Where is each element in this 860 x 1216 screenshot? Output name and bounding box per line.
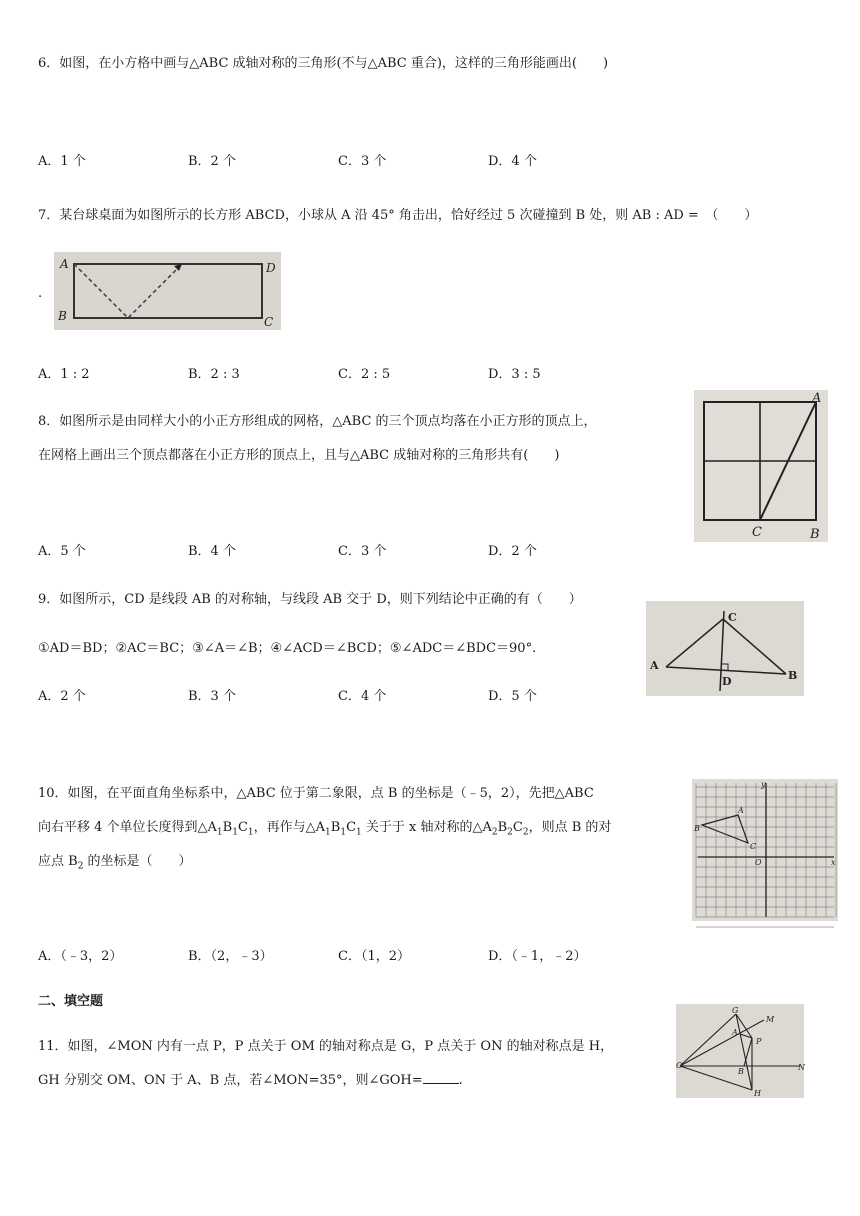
q8-option-d: D．2 个 <box>488 544 537 559</box>
q7-label-c: C <box>264 315 274 329</box>
q6-option-d: D．4 个 <box>488 154 537 169</box>
q10-option-b: B．（2，﹣3） <box>188 949 273 964</box>
q6-text: 6．如图，在小方格中画与△ABC 成轴对称的三角形(不与△ABC 重合)，这样的三角形能画出( ) <box>38 56 609 71</box>
q9-option-b: B．3 个 <box>188 689 236 704</box>
q8-label-c: C <box>752 525 762 540</box>
q11-label-o: O <box>676 1061 683 1070</box>
q10-figure <box>692 779 838 921</box>
q7-option-b: B．2 : 3 <box>188 367 240 382</box>
q11-label-p: P <box>756 1037 762 1046</box>
q7-dot: . <box>38 286 43 301</box>
q6-option-a: A．1 个 <box>38 154 86 169</box>
q6-option-b: B．2 个 <box>188 154 236 169</box>
q10-label-b: B <box>694 824 700 833</box>
q6-option-c: C．3 个 <box>338 154 387 169</box>
q10-line-2: 向右平移 4 个单位长度得到$\triangle A_1B_1C_1$，再作与$\triangle A_1B_1C_1$ 关于于 x 轴对称的$\triangle A_2B_2C_2$，则点 B 的对 <box>38 820 612 838</box>
q11-line-1: 11．如图，∠MON 内有一点 P，P 点关于 OM 的轴对称点是 G，P 点关于 ON 的轴对称点是 H， <box>38 1039 614 1054</box>
q10-label-c: C <box>750 842 757 851</box>
answer-blank[interactable] <box>423 1071 459 1084</box>
q9-option-c: C．4 个 <box>338 689 387 704</box>
q10-label-x: x <box>831 858 836 867</box>
q11-label-b: B <box>738 1067 744 1076</box>
q8-option-c: C．3 个 <box>338 544 387 559</box>
q10-line-1: 10．如图，在平面直角坐标系中，△ABC 位于第二象限，点 B 的坐标是（﹣5，2），先把△ABC <box>38 786 594 801</box>
q9-label-c: C <box>728 611 737 624</box>
q7-option-c: C．2 : 5 <box>338 367 391 382</box>
q7-option-d: D．3 : 5 <box>488 367 541 382</box>
q7-label-d: D <box>266 261 276 275</box>
q9-label-d: D <box>722 675 732 688</box>
q11-label-a: A <box>732 1028 738 1037</box>
q7-option-a: A．1 : 2 <box>38 367 90 382</box>
q8-line-2: 在网格上画出三个顶点都落在小正方形的顶点上，且与△ABC 成轴对称的三角形共有( ) <box>38 448 560 463</box>
q9-line-2: ①AD＝BD；②AC＝BC；③∠A＝∠B；④∠ACD＝∠BCD；⑤∠ADC＝∠BDC＝90°. <box>38 641 537 656</box>
q11-line-2: GH 分别交 OM、ON 于 A、B 点，若∠MON=35°，则∠GOH= . <box>38 1073 463 1088</box>
q11-figure <box>676 1004 804 1098</box>
q7-text: 7．某台球桌面为如图所示的长方形 ABCD，小球从 A 沿 45° 角击出，恰好经过 5 次碰撞到 B 处，则 AB : AD = （ ） <box>38 208 758 223</box>
q9-line-1: 9．如图所示，CD 是线段 AB 的对称轴，与线段 AB 交于 D，则下列结论中正确的有（ ） <box>38 592 582 607</box>
q8-label-a: A <box>812 391 822 406</box>
q8-figure <box>694 390 828 542</box>
q10-label-a: A <box>738 806 744 815</box>
q9-figure <box>646 601 804 696</box>
q10-label-o: O <box>755 858 762 867</box>
q11-label-g: G <box>732 1006 739 1015</box>
q10-option-d: D．（﹣1，﹣2） <box>488 949 587 964</box>
q10-option-a: A．（﹣3，2） <box>38 949 123 964</box>
q8-option-a: A．5 个 <box>38 544 86 559</box>
q7-label-a: A <box>60 257 69 271</box>
q9-option-d: D．5 个 <box>488 689 537 704</box>
q10-option-c: C．（1，2） <box>338 949 410 964</box>
q10-label-y: y <box>761 780 766 789</box>
q8-label-b: B <box>810 527 820 542</box>
q9-option-a: A．2 个 <box>38 689 86 704</box>
q11-label-h: H <box>754 1089 761 1098</box>
q8-line-1: 8．如图所示是由同样大小的小正方形组成的网格，△ABC 的三个顶点均落在小正方形的顶点上， <box>38 414 597 429</box>
q7-figure <box>54 252 281 330</box>
q9-label-b: B <box>788 669 798 682</box>
q9-label-a: A <box>650 659 659 672</box>
q7-label-b: B <box>58 309 67 323</box>
section-heading: 二、填空题 <box>38 994 104 1009</box>
q10-line-3: 应点 $B_2$ 的坐标是（ ） <box>38 854 192 872</box>
q11-label-n: N <box>798 1063 805 1072</box>
q8-option-b: B．4 个 <box>188 544 236 559</box>
q11-label-m: M <box>766 1015 775 1024</box>
